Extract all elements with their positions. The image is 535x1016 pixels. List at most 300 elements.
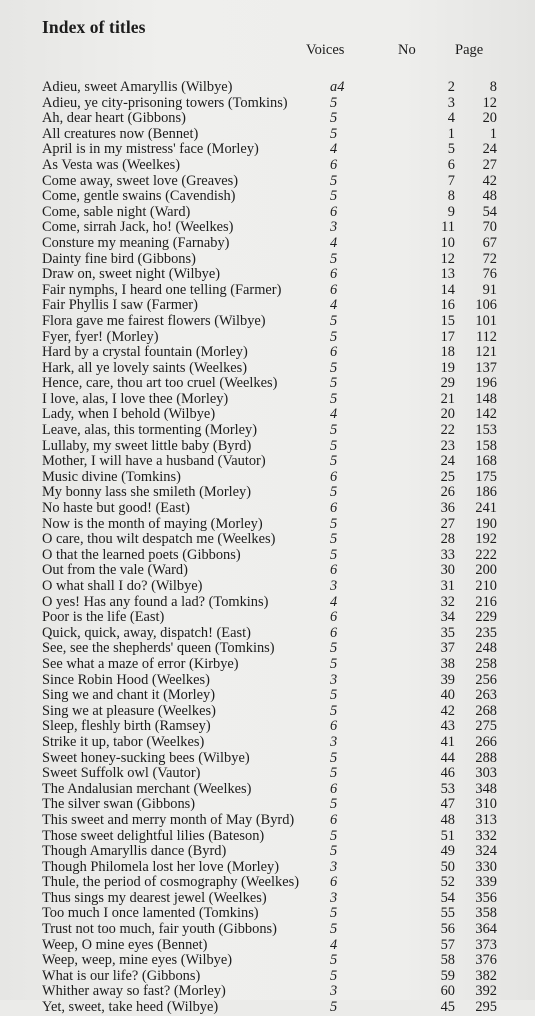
entry-page: 256 xyxy=(475,671,497,688)
entry-number: 4 xyxy=(447,110,455,127)
entry-title: Mother, I will have a husband (Vautor) xyxy=(42,453,266,470)
entry-number: 34 xyxy=(440,609,455,626)
index-row xyxy=(42,891,497,907)
entry-voices: 5 xyxy=(330,952,338,969)
entry-number: 60 xyxy=(440,983,455,1000)
entry-title: Quick, quick, away, dispatch! (East) xyxy=(42,624,251,641)
index-row xyxy=(42,236,497,252)
entry-voices: 5 xyxy=(330,905,338,922)
entry-number: 24 xyxy=(440,453,455,470)
entry-page: 76 xyxy=(482,266,497,283)
index-row xyxy=(42,298,497,314)
entry-voices: a4 xyxy=(330,79,345,95)
entry-title: Come away, sweet love (Greaves) xyxy=(42,172,239,189)
entry-title: Too much I once lamented (Tomkins) xyxy=(42,905,259,922)
index-row xyxy=(42,220,497,236)
entry-number: 52 xyxy=(440,874,455,891)
entry-title: Come, sirrah Jack, ho! (Weelkes) xyxy=(42,219,234,236)
entry-number: 48 xyxy=(440,811,455,828)
entry-title: Those sweet delightful lilies (Bateson) xyxy=(42,827,265,844)
entry-number: 44 xyxy=(440,749,455,766)
entry-title: The silver swan (Gibbons) xyxy=(42,796,196,813)
entry-page: 313 xyxy=(475,811,497,828)
column-header-page: Page xyxy=(455,42,484,58)
entry-voices: 5 xyxy=(330,843,338,860)
entry-voices: 6 xyxy=(330,156,338,173)
entry-page: 8 xyxy=(489,79,497,95)
index-row xyxy=(42,797,497,813)
entry-page: 12 xyxy=(482,94,497,111)
entry-voices: 6 xyxy=(330,281,338,298)
entry-title: As Vesta was (Weelkes) xyxy=(42,156,181,173)
index-row xyxy=(42,657,497,673)
entry-voices: 5 xyxy=(330,94,338,111)
entry-title: Now is the month of maying (Morley) xyxy=(42,515,263,532)
entry-voices: 4 xyxy=(330,593,338,610)
entry-number: 54 xyxy=(440,889,455,906)
entry-page: 275 xyxy=(475,718,497,735)
index-row xyxy=(42,688,497,704)
entry-number: 12 xyxy=(440,250,455,267)
entry-voices: 4 xyxy=(330,297,338,314)
entry-title: O that the learned poets (Gibbons) xyxy=(42,546,241,563)
index-row xyxy=(42,330,497,346)
entry-number: 51 xyxy=(440,827,455,844)
entry-voices: 5 xyxy=(330,531,338,548)
index-row xyxy=(42,470,497,486)
entry-title: Dainty fine bird (Gibbons) xyxy=(42,250,196,267)
entry-title: Come, gentle swains (Cavendish) xyxy=(42,188,236,205)
entry-number: 1 xyxy=(447,125,455,142)
entry-voices: 5 xyxy=(330,655,338,672)
entry-page: 263 xyxy=(475,687,497,704)
index-row xyxy=(42,922,497,938)
entry-voices: 5 xyxy=(330,437,338,454)
entry-page: 106 xyxy=(475,297,497,314)
entry-number: 41 xyxy=(440,733,455,750)
entry-voices: 5 xyxy=(330,687,338,704)
entry-title: O what shall I do? (Wilbye) xyxy=(42,578,203,594)
entry-title: Adieu, sweet Amaryllis (Wilbye) xyxy=(42,79,233,95)
entry-page: 20 xyxy=(482,110,497,127)
index-row xyxy=(42,782,497,798)
entry-page: 190 xyxy=(475,515,497,532)
entry-page: 339 xyxy=(475,874,497,891)
entry-voices: 6 xyxy=(330,811,338,828)
index-row xyxy=(42,252,497,268)
entry-voices: 5 xyxy=(330,827,338,844)
entry-title: Sleep, fleshly birth (Ramsey) xyxy=(42,718,211,735)
index-row xyxy=(42,283,497,299)
entry-voices: 5 xyxy=(330,110,338,127)
entry-number: 58 xyxy=(440,952,455,969)
entry-title: Since Robin Hood (Weelkes) xyxy=(42,671,210,688)
entry-voices: 5 xyxy=(330,188,338,205)
entry-number: 11 xyxy=(441,219,455,236)
entry-page: 229 xyxy=(475,609,497,626)
entry-title: Adieu, ye city-prisoning towers (Tomkins) xyxy=(42,94,288,111)
entry-title: Thus sings my dearest jewel (Weelkes) xyxy=(42,889,267,906)
entry-page: 324 xyxy=(475,843,497,860)
entry-voices: 5 xyxy=(330,484,338,501)
page-title: Index of titles xyxy=(42,17,146,37)
entry-voices: 4 xyxy=(330,936,338,953)
index-list xyxy=(42,80,497,1016)
index-row xyxy=(42,376,497,392)
entry-number: 55 xyxy=(440,905,455,922)
entry-voices: 3 xyxy=(330,983,338,1000)
entry-title: Though Amaryllis dance (Byrd) xyxy=(42,843,227,860)
entry-page: 303 xyxy=(475,765,497,782)
entry-number: 33 xyxy=(440,546,455,563)
entry-voices: 3 xyxy=(330,733,338,750)
index-row xyxy=(42,111,497,127)
index-row xyxy=(42,610,497,626)
entry-number: 39 xyxy=(440,671,455,688)
entry-title: Yet, sweet, take heed (Wilbye) xyxy=(42,999,219,1016)
entry-voices: 4 xyxy=(330,234,338,251)
entry-title: April is in my mistress' face (Morley) xyxy=(42,141,259,158)
entry-number: 3 xyxy=(447,94,455,111)
index-row xyxy=(42,96,497,112)
index-row xyxy=(42,205,497,221)
entry-page: 364 xyxy=(475,921,497,938)
entry-title: Leave, alas, this tormenting (Morley) xyxy=(42,422,257,439)
entry-voices: 3 xyxy=(330,578,338,594)
index-row xyxy=(42,189,497,205)
entry-voices: 6 xyxy=(330,718,338,735)
index-row xyxy=(42,719,497,735)
index-row xyxy=(42,704,497,720)
entry-number: 47 xyxy=(440,796,455,813)
entry-voices: 6 xyxy=(330,266,338,283)
entry-number: 13 xyxy=(440,266,455,283)
entry-page: 54 xyxy=(482,203,497,220)
entry-number: 45 xyxy=(440,999,455,1016)
entry-title: Sing we and chant it (Morley) xyxy=(42,687,216,704)
entry-number: 40 xyxy=(440,687,455,704)
entry-voices: 5 xyxy=(330,312,338,329)
entry-number: 53 xyxy=(440,780,455,797)
entry-title: Hark, all ye lovely saints (Weelkes) xyxy=(42,359,248,376)
index-row xyxy=(42,673,497,689)
entry-voices: 5 xyxy=(330,390,338,407)
entry-number: 59 xyxy=(440,967,455,984)
entry-title: Out from the vale (Ward) xyxy=(42,562,188,579)
entry-number: 35 xyxy=(440,624,455,641)
entry-number: 17 xyxy=(440,328,455,345)
entry-voices: 5 xyxy=(330,796,338,813)
entry-title: My bonny lass she smileth (Morley) xyxy=(42,484,252,501)
entry-page: 268 xyxy=(475,702,497,719)
entry-page: 348 xyxy=(475,780,497,797)
index-row xyxy=(42,485,497,501)
entry-title: Hence, care, thou art too cruel (Weelkes) xyxy=(42,375,278,392)
entry-voices: 6 xyxy=(330,468,338,485)
entry-voices: 5 xyxy=(330,250,338,267)
entry-title: Weep, weep, mine eyes (Wilbye) xyxy=(42,952,233,969)
entry-number: 21 xyxy=(440,390,455,407)
entry-voices: 5 xyxy=(330,967,338,984)
entry-page: 192 xyxy=(475,531,497,548)
entry-number: 57 xyxy=(440,936,455,953)
entry-page: 241 xyxy=(475,500,497,517)
entry-voices: 3 xyxy=(330,889,338,906)
entry-title: Whither away so fast? (Morley) xyxy=(42,983,226,1000)
entry-title: Sweet Suffolk owl (Vautor) xyxy=(42,765,201,782)
index-row xyxy=(42,563,497,579)
entry-voices: 5 xyxy=(330,749,338,766)
entry-voices: 3 xyxy=(330,219,338,236)
entry-title: I love, alas, I love thee (Morley) xyxy=(42,390,229,407)
entry-page: 112 xyxy=(475,328,497,345)
entry-title: Strike it up, tabor (Weelkes) xyxy=(42,733,205,750)
entry-number: 14 xyxy=(440,281,455,298)
index-row xyxy=(42,174,497,190)
entry-page: 266 xyxy=(475,733,497,750)
entry-number: 6 xyxy=(447,156,455,173)
entry-title: Poor is the life (East) xyxy=(42,609,165,626)
entry-number: 28 xyxy=(440,531,455,548)
entry-page: 42 xyxy=(482,172,497,189)
entry-page: 222 xyxy=(475,546,497,563)
index-row xyxy=(42,407,497,423)
entry-page: 330 xyxy=(475,858,497,875)
entry-number: 20 xyxy=(440,406,455,423)
entry-page: 48 xyxy=(482,188,497,205)
index-row xyxy=(42,626,497,642)
entry-title: The Andalusian merchant (Weelkes) xyxy=(42,780,252,797)
index-row xyxy=(42,938,497,954)
entry-page: 288 xyxy=(475,749,497,766)
index-row xyxy=(42,953,497,969)
entry-title: See what a maze of error (Kirbye) xyxy=(42,655,239,672)
entry-number: 23 xyxy=(440,437,455,454)
entry-title: This sweet and merry month of May (Byrd) xyxy=(42,811,295,828)
index-row xyxy=(42,158,497,174)
entry-title: No haste but good! (East) xyxy=(42,500,190,517)
entry-title: Trust not too much, fair youth (Gibbons) xyxy=(42,921,277,938)
entry-title: Lullaby, my sweet little baby (Byrd) xyxy=(42,437,252,454)
entry-title: Draw on, sweet night (Wilbye) xyxy=(42,266,221,283)
entry-voices: 3 xyxy=(330,671,338,688)
entry-number: 8 xyxy=(447,188,455,205)
entry-voices: 4 xyxy=(330,406,338,423)
entry-title: Fair nymphs, I heard one telling (Farmer) xyxy=(42,281,282,298)
entry-page: 376 xyxy=(475,952,497,969)
entry-number: 36 xyxy=(440,500,455,517)
entry-title: See, see the shepherds' queen (Tomkins) xyxy=(42,640,275,657)
entry-title: Hard by a crystal fountain (Morley) xyxy=(42,344,248,361)
index-row xyxy=(42,875,497,891)
entry-title: Come, sable night (Ward) xyxy=(42,203,191,220)
index-row xyxy=(42,517,497,533)
entry-number: 46 xyxy=(440,765,455,782)
index-row xyxy=(42,142,497,158)
entry-page: 153 xyxy=(475,422,497,439)
entry-voices: 5 xyxy=(330,453,338,470)
entry-title: Lady, when I behold (Wilbye) xyxy=(42,406,216,423)
entry-page: 158 xyxy=(475,437,497,454)
entry-number: 43 xyxy=(440,718,455,735)
index-row xyxy=(42,548,497,564)
entry-number: 49 xyxy=(440,843,455,860)
entry-voices: 6 xyxy=(330,500,338,517)
entry-number: 7 xyxy=(447,172,455,189)
entry-page: 200 xyxy=(475,562,497,579)
entry-number: 26 xyxy=(440,484,455,501)
index-row xyxy=(42,80,497,96)
entry-page: 295 xyxy=(475,999,497,1016)
entry-number: 18 xyxy=(440,344,455,361)
entry-page: 382 xyxy=(475,967,497,984)
entry-voices: 5 xyxy=(330,702,338,719)
entry-number: 31 xyxy=(440,578,455,594)
entry-number: 56 xyxy=(440,921,455,938)
entry-page: 235 xyxy=(475,624,497,641)
entry-voices: 5 xyxy=(330,125,338,142)
entry-voices: 5 xyxy=(330,921,338,938)
entry-voices: 5 xyxy=(330,999,338,1016)
entry-number: 32 xyxy=(440,593,455,610)
entry-voices: 6 xyxy=(330,780,338,797)
entry-number: 38 xyxy=(440,655,455,672)
entry-voices: 3 xyxy=(330,858,338,875)
index-row xyxy=(42,860,497,876)
entry-page: 210 xyxy=(475,578,497,594)
index-row xyxy=(42,392,497,408)
entry-page: 67 xyxy=(482,234,497,251)
entry-voices: 5 xyxy=(330,765,338,782)
entry-title: Sing we at pleasure (Weelkes) xyxy=(42,702,216,719)
entry-number: 42 xyxy=(440,702,455,719)
entry-number: 27 xyxy=(440,515,455,532)
entry-voices: 4 xyxy=(330,141,338,158)
entry-page: 392 xyxy=(475,983,497,1000)
entry-page: 373 xyxy=(475,936,497,953)
entry-number: 10 xyxy=(440,234,455,251)
entry-number: 2 xyxy=(447,79,455,95)
entry-number: 30 xyxy=(440,562,455,579)
entry-page: 358 xyxy=(475,905,497,922)
entry-page: 356 xyxy=(475,889,497,906)
index-row xyxy=(42,532,497,548)
entry-title: Fyer, fyer! (Morley) xyxy=(42,328,159,345)
entry-title: O yes! Has any found a lad? (Tomkins) xyxy=(42,593,269,610)
entry-title: What is our life? (Gibbons) xyxy=(42,967,201,984)
index-row xyxy=(42,751,497,767)
entry-page: 310 xyxy=(475,796,497,813)
entry-voices: 5 xyxy=(330,359,338,376)
entry-page: 121 xyxy=(475,344,497,361)
index-row xyxy=(42,969,497,985)
entry-number: 37 xyxy=(440,640,455,657)
entry-title: All creatures now (Bennet) xyxy=(42,125,199,142)
entry-page: 196 xyxy=(475,375,497,392)
entry-title: Sweet honey-sucking bees (Wilbye) xyxy=(42,749,250,766)
entry-title: Flora gave me fairest flowers (Wilbye) xyxy=(42,312,266,329)
entry-page: 101 xyxy=(475,312,497,329)
index-row xyxy=(42,579,497,595)
entry-page: 168 xyxy=(475,453,497,470)
entry-page: 258 xyxy=(475,655,497,672)
index-row xyxy=(42,984,497,1000)
entry-number: 9 xyxy=(447,203,455,220)
index-row xyxy=(42,454,497,470)
entry-page: 24 xyxy=(482,141,497,158)
entry-number: 29 xyxy=(440,375,455,392)
index-row xyxy=(42,361,497,377)
entry-voices: 6 xyxy=(330,609,338,626)
entry-title: Thule, the period of cosmography (Weelkes) xyxy=(42,874,299,891)
entry-voices: 6 xyxy=(330,344,338,361)
entry-voices: 5 xyxy=(330,640,338,657)
entry-page: 148 xyxy=(475,390,497,407)
entry-number: 5 xyxy=(447,141,455,158)
entry-page: 332 xyxy=(475,827,497,844)
entry-voices: 5 xyxy=(330,515,338,532)
index-row xyxy=(42,595,497,611)
column-header-no: No xyxy=(398,42,416,58)
entry-number: 50 xyxy=(440,858,455,875)
entry-voices: 5 xyxy=(330,328,338,345)
index-row xyxy=(42,735,497,751)
entry-page: 142 xyxy=(475,406,497,423)
entry-page: 27 xyxy=(482,156,497,173)
index-row xyxy=(42,314,497,330)
entry-title: Though Philomela lost her love (Morley) xyxy=(42,858,280,875)
entry-number: 22 xyxy=(440,422,455,439)
entry-page: 91 xyxy=(482,281,497,298)
entry-voices: 5 xyxy=(330,172,338,189)
index-row xyxy=(42,641,497,657)
entry-number: 25 xyxy=(440,468,455,485)
entry-page: 1 xyxy=(489,125,497,142)
entry-page: 137 xyxy=(475,359,497,376)
entry-voices: 6 xyxy=(330,562,338,579)
index-row xyxy=(42,844,497,860)
entry-page: 186 xyxy=(475,484,497,501)
entry-title: Weep, O mine eyes (Bennet) xyxy=(42,936,208,953)
entry-page: 248 xyxy=(475,640,497,657)
entry-voices: 5 xyxy=(330,546,338,563)
entry-page: 175 xyxy=(475,468,497,485)
index-row xyxy=(42,1000,497,1016)
index-row xyxy=(42,766,497,782)
index-row xyxy=(42,813,497,829)
entry-page: 72 xyxy=(482,250,497,267)
index-row xyxy=(42,439,497,455)
entry-page: 70 xyxy=(482,219,497,236)
entry-title: Fair Phyllis I saw (Farmer) xyxy=(42,297,198,314)
entry-page: 216 xyxy=(475,593,497,610)
index-row xyxy=(42,345,497,361)
index-row xyxy=(42,501,497,517)
entry-voices: 5 xyxy=(330,422,338,439)
entry-voices: 6 xyxy=(330,203,338,220)
column-header-voices: Voices xyxy=(306,42,345,58)
entry-number: 15 xyxy=(440,312,455,329)
index-row xyxy=(42,829,497,845)
index-row xyxy=(42,423,497,439)
entry-number: 16 xyxy=(440,297,455,314)
entry-title: Ah, dear heart (Gibbons) xyxy=(42,110,186,127)
entry-number: 19 xyxy=(440,359,455,376)
entry-title: Music divine (Tomkins) xyxy=(42,468,181,485)
entry-voices: 6 xyxy=(330,874,338,891)
entry-voices: 5 xyxy=(330,375,338,392)
entry-title: Consture my meaning (Farnaby) xyxy=(42,234,230,251)
